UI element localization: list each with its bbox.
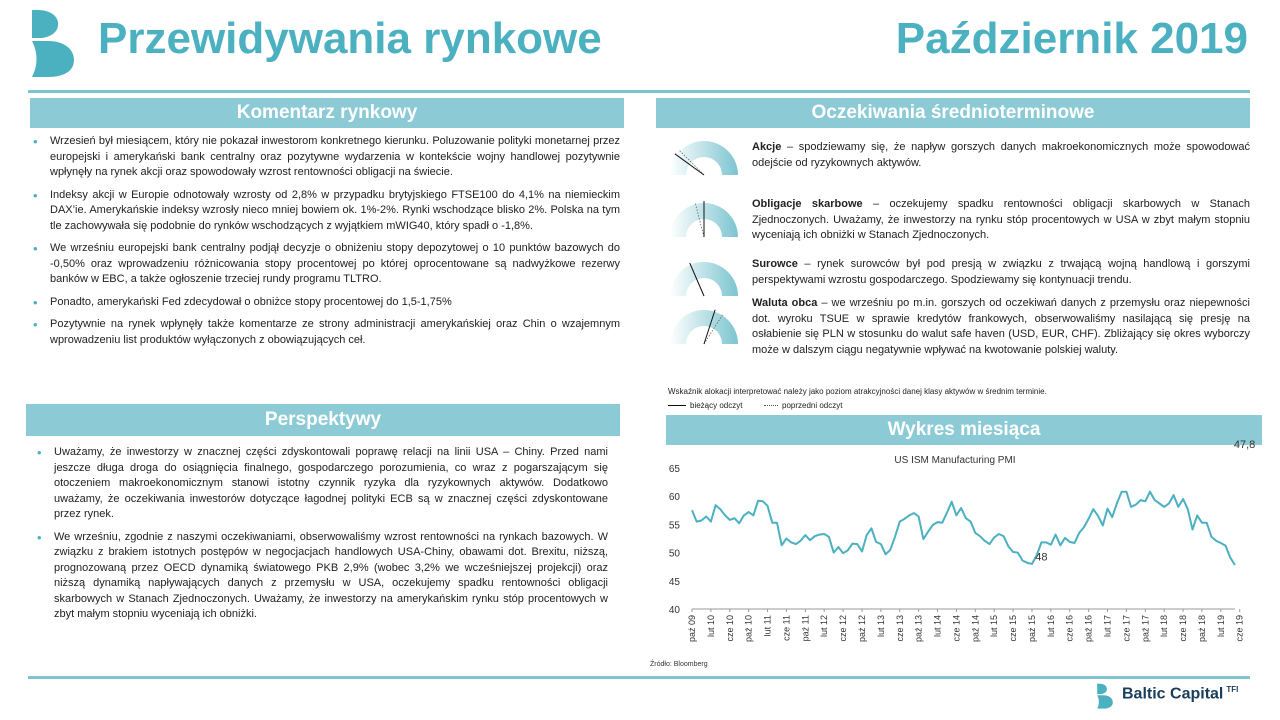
list-item: • Ponadto, amerykański Fed zdecydował o obniżce stopy procentowej do 1,5-1,75% (30, 295, 620, 311)
data-label: 47,8 (1233, 439, 1256, 451)
komentarz-list (30, 134, 620, 355)
x-tick-label: cze 15 (1008, 615, 1019, 642)
x-tick-label: lut 14 (932, 615, 943, 638)
y-tick-label: 50 (668, 548, 680, 560)
x-tick-label: cze 14 (951, 615, 962, 642)
y-tick-label: 65 (668, 464, 680, 475)
y-tick-label: 45 (668, 576, 680, 588)
oczekiwania-heading: Oczekiwania średnioterminowe (656, 98, 1250, 128)
legend-solid-line-icon (668, 405, 686, 406)
x-tick-label: cze 16 (1064, 615, 1075, 642)
footer-divider (28, 676, 1250, 679)
perspektywy-list (34, 445, 608, 630)
page-title: Przewidywania rynkowe (98, 14, 602, 63)
wykres-heading: Wykres miesiąca (666, 415, 1262, 445)
gauge-waluta (664, 306, 740, 346)
x-tick-label: paź 12 (856, 615, 867, 643)
allocation-note: Wskaźnik alokacji interpretować należy jako poziom atrakcyjności danej klasy aktywów w średnim terminie. (668, 387, 1047, 396)
gauge-band (670, 262, 738, 296)
series-line (692, 492, 1235, 565)
expectation-obligacje: Obligacje skarbowe – oczekujemy spadku rentowności obligacji skarbowych w Stanach Zjednoczonych. Uważamy, że inwestorzy na rynku stóp procentowych w USA w zbyt małym stopniu wyceniają ich obniżki w Stanach Zjednoczonych. (752, 198, 1250, 241)
gauge-surowce (664, 258, 740, 298)
gauge-obligacje (664, 199, 740, 239)
list-item: • Indeksy akcji w Europie odnotowały wzrosty od 2,8% w przypadku brytyjskiego FTSE100 do 4,1% na niemieckim DAX’ie. Amerykańskie indeksy wzrosły nieco mniej bowiem ok. 1%-2%. Rynki wschodzące blisko 2%. Polska na tym tle zachowywała się podobnie do rynków wschodzących z wyjątkiem mWIG40, który spadł o -1,8%. (30, 188, 620, 235)
x-tick-label: cze 18 (1178, 615, 1189, 642)
legend-dotted-line-icon (764, 405, 778, 406)
x-tick-label: cze 19 (1234, 615, 1245, 642)
x-tick-label: cze 12 (838, 615, 849, 642)
baltic-logo-icon (30, 8, 76, 78)
x-tick-label: paź 11 (800, 615, 811, 642)
pmi-line-chart (650, 439, 1260, 666)
x-tick-label: paź 13 (913, 615, 924, 643)
x-tick-label: lut 19 (1215, 615, 1226, 638)
x-tick-label: lut 16 (1045, 615, 1056, 638)
x-tick-label: paź 15 (1026, 615, 1037, 643)
y-tick-label: 40 (668, 605, 680, 616)
list-item: • We wrześniu europejski bank centralny podjął decyzje o obniżeniu stopy depozytowej o 10 punktów bazowych do -0,50% oraz wprowadzeniu różnicowania stopy procentowej po której oprocentowane są nadwyżkowe rezerwy banków w EBC, a także ogłoszenie trzeciej rundy programu TLTRO. (30, 241, 620, 288)
legend-current: bieżący odczyt (668, 401, 742, 410)
x-tick-label: cze 13 (894, 615, 905, 642)
x-tick-label: paź 14 (970, 615, 981, 643)
gauge-akcje (664, 137, 740, 177)
expectation-surowce: Surowce – rynek surowców był pod presją w związku z trwającą wojną handlową i gorszymi perspektywami wzrostu gospodarczego. Spodziewamy się kontynuacji trendu. (752, 258, 1250, 286)
gauge-band (670, 310, 738, 344)
baltic-small-logo-icon (1096, 683, 1114, 709)
x-tick-label: cze 11 (781, 615, 792, 641)
x-tick-label: lut 11 (762, 615, 773, 637)
x-tick-label: lut 18 (1159, 615, 1170, 638)
expectation-akcje: Akcje – spodziewamy się, że napływ gorszych danych makroekonomicznych może spowodować odejście od ryzykownych aktywów. (752, 141, 1250, 169)
x-tick-label: paź 09 (687, 615, 697, 643)
expectation-waluta: Waluta obca – we wrześniu po m.in. gorszych od oczekiwań danych z przemysłu oraz niepewności dot. wyroku TSUE w sprawie kredytów frankowych, obserwowaliśmy nasilającą się presję na osłabienie się PLN w stosunku do walut safe haven (USD, EUR, CHF). Zbliżający się okres wyborczy może w dalszym ciągu negatywnie wpływać na kwotowanie polskiej waluty. (752, 297, 1250, 356)
list-item: • Uważamy, że inwestorzy w znacznej części zdyskontowali poprawę relacji na linii USA – Chiny. Przed nami jeszcze długa droga do osiągnięcia finalnego, gospodarczego porozumienia, co wraz z pogarszającym się otoczeniem makroekonomicznym stanowi istotny czynnik ryzyka dla ryzykownych aktywów. Dodatkowo uważamy, że oczekiwania inwestorów dotyczące łagodnej polityki ECB są w znacznej części zdyskontowane przez rynek. (34, 445, 608, 523)
x-tick-label: lut 12 (819, 615, 830, 638)
x-tick-label: lut 10 (705, 615, 716, 638)
list-item: • We wrześniu, zgodnie z naszymi oczekiwaniami, obserwowaliśmy wzrost rentowności na rynkach bazowych. W związku z brakiem istotnych postępów w negocjacjach handlowych USA-Chiny, obawami dot. Brexitu, niższą, prognozowaną przez OECD dynamiką światowego PKB 2,9% (wobec 3,2% we wcześniejszej projekcji) oraz niższą dynamiką napływających danych z przemysłu w USA, oczekujemy spadku rentowności obligacji skarbowych w Stanach Zjednoczonych. Uważamy, że inwestorzy na amerykańskim rynku stóp procentowych w zbyt małym stopniu wyceniają ich obniżki. (34, 530, 608, 623)
list-item: • Pozytywnie na rynek wpłynęły także komentarze ze strony administracji amerykańskiej oraz Chin o wzajemnym wprowadzeniu list produktów wyłączonych z obowiązujących ceł. (30, 317, 620, 348)
komentarz-heading: Komentarz rynkowy (30, 98, 624, 128)
perspektywy-heading: Perspektywy (26, 404, 620, 436)
x-tick-label: lut 13 (875, 615, 886, 638)
source-note: Źródło: Bloomberg (650, 661, 708, 668)
y-tick-label: 60 (668, 492, 680, 504)
list-item: • Wrzesień był miesiącem, który nie pokazał inwestorom konkretnego kierunku. Poluzowanie polityki monetarnej przez europejski i amerykański bank centralny oraz pozytywne wydarzenia w kontekście wojny handlowej pozytywnie wpłynęły na rynek akcji oraz spowodowały wzrost rentowności obligacji na świecie. (30, 134, 620, 181)
x-tick-label: paź 16 (1083, 615, 1094, 643)
x-tick-label: lut 17 (1102, 615, 1113, 638)
chart-title: US ISM Manufacturing PMI (894, 455, 1016, 466)
x-tick-label: paź 17 (1140, 615, 1151, 643)
legend-previous: poprzedni odczyt (764, 401, 842, 410)
x-tick-label: paź 10 (743, 615, 754, 643)
y-tick-label: 55 (668, 520, 680, 532)
x-tick-label: lut 15 (989, 615, 1000, 638)
x-tick-label: cze 10 (724, 615, 735, 642)
data-label: 48 (1035, 551, 1048, 564)
x-tick-label: paź 18 (1196, 615, 1207, 643)
x-tick-label: cze 17 (1121, 615, 1132, 642)
brand-name: Baltic Capital $^{TFI}$ (1122, 685, 1239, 703)
report-date: Październik 2019 (895, 14, 1248, 63)
header-divider (28, 90, 1250, 93)
